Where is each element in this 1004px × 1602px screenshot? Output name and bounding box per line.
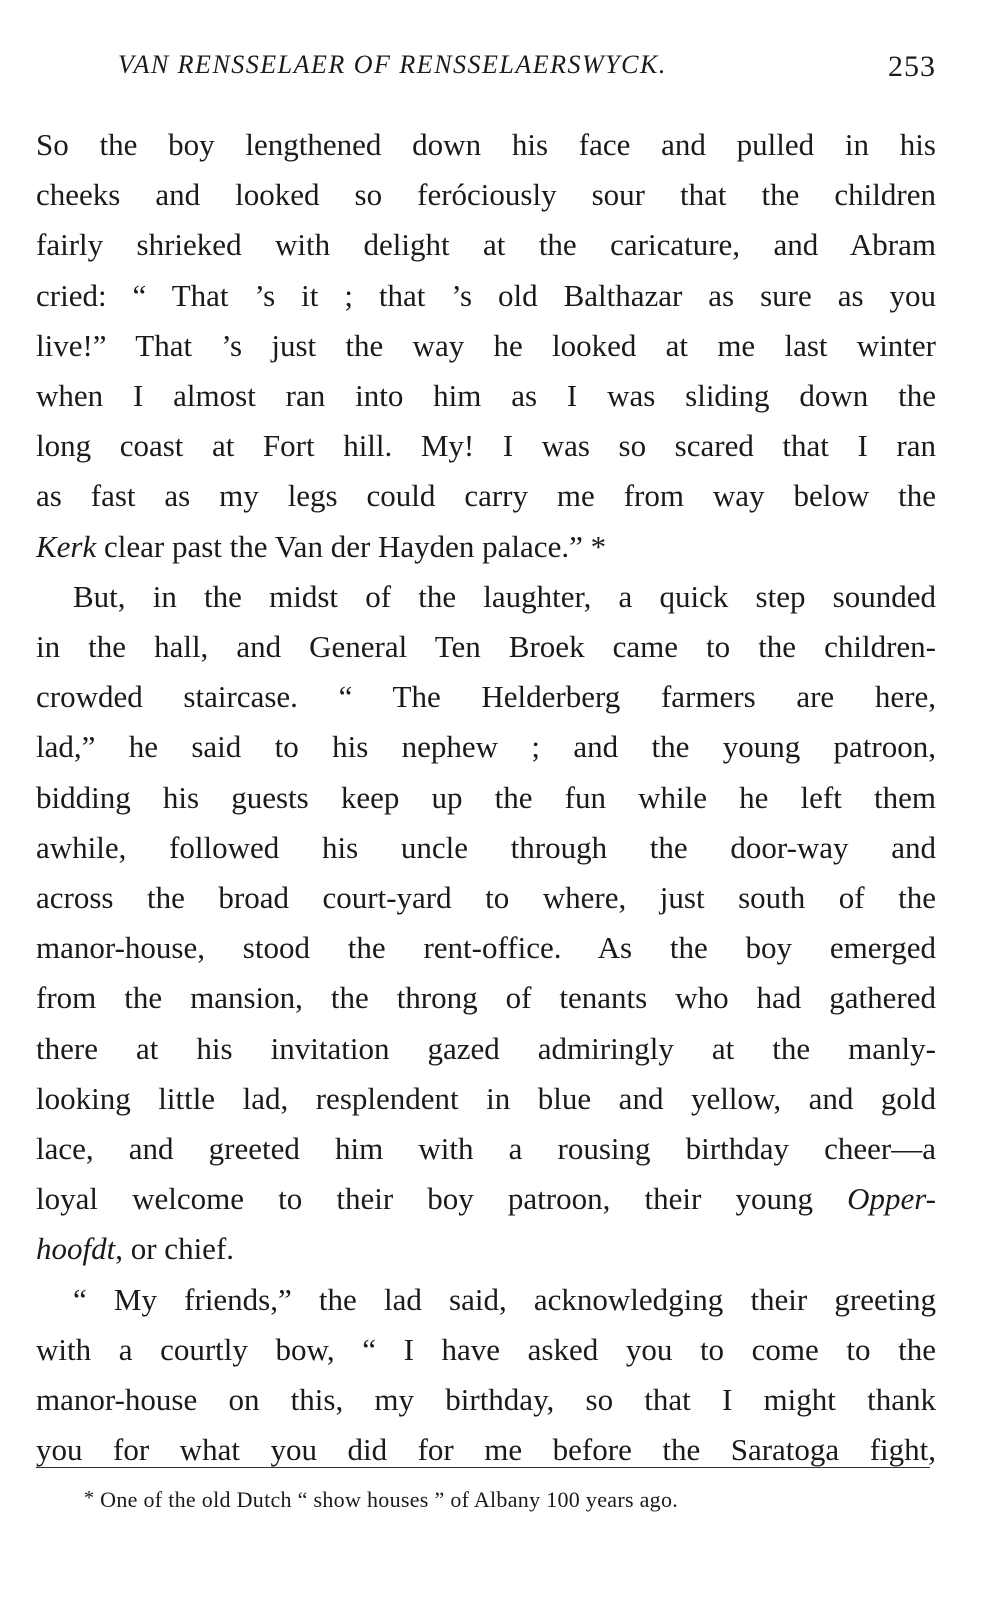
text-line: But, in the midst of the laughter, a quick step sounded <box>73 578 936 614</box>
text-line: across the broad court-yard to where, just south of the <box>36 880 936 916</box>
text-line: cheeks and looked so feróciously sour that the children <box>36 177 936 213</box>
text-line: lace, and greeted him with a rousing birthday cheer—a <box>36 1131 936 1167</box>
footnote-rule <box>36 1467 930 1468</box>
text-line: fairly shrieked with delight at the caricature, and Abram <box>36 227 936 263</box>
text-line: manor-house on this, my birthday, so that I might thank <box>36 1382 936 1418</box>
text-line: when I almost ran into him as I was sliding down the <box>36 378 936 414</box>
text-line: crowded staircase. “ The Helderberg farmers are here, <box>36 679 936 715</box>
italic-word: hoofdt <box>36 1231 116 1267</box>
paragraph-1 <box>36 120 936 572</box>
text-line: bidding his guests keep up the fun while he left them <box>36 779 936 815</box>
footnote-marker: * <box>84 1487 95 1509</box>
body-text <box>36 120 936 1475</box>
text-line: looking little lad, resplendent in blue and yellow, and gold <box>36 1080 936 1116</box>
text-line: awhile, followed his uncle through the door-way and <box>36 829 936 865</box>
italic-word: Kerk <box>36 528 97 564</box>
footnote <box>84 1487 678 1513</box>
text-line: “ My friends,” the lad said, acknowledging their greeting <box>73 1281 936 1317</box>
text-line: you for what you did for me before the Saratoga fight, <box>36 1432 936 1468</box>
footnote-text: One of the old Dutch “ show houses ” of Albany 100 years ago. <box>100 1487 679 1512</box>
page-number: 253 <box>888 50 936 83</box>
line-text: , or chief. <box>115 1231 235 1267</box>
running-title: VAN RENSSELAER OF RENSSELAERSWYCK. <box>118 50 667 79</box>
text-line <box>36 522 936 572</box>
book-page <box>36 44 936 1475</box>
italic-word: Opper- <box>847 1181 936 1217</box>
text-line: So the boy lengthened down his face and pulled in his <box>36 127 936 162</box>
running-head <box>36 44 936 90</box>
text-line: cried: “ That ’s it ; that ’s old Balthazar as sure as you <box>36 277 936 313</box>
text-line: there at his invitation gazed admiringly at the manly- <box>36 1030 936 1066</box>
line-text: clear past the Van der Hayden palace.” * <box>96 528 607 564</box>
paragraph-2 <box>36 572 936 1275</box>
text-line <box>36 1174 936 1224</box>
text-line: long coast at Fort hill. My! I was so scared that I ran <box>36 428 936 464</box>
text-line: lad,” he said to his nephew ; and the young patroon, <box>36 729 936 765</box>
text-line: as fast as my legs could carry me from way below the <box>36 478 936 514</box>
text-line: manor-house, stood the rent-office. As the boy emerged <box>36 930 936 966</box>
text-line <box>36 1224 936 1274</box>
line-text: loyal welcome to their boy patroon, their young <box>36 1181 848 1217</box>
text-line: from the mansion, the throng of tenants who had gathered <box>36 980 936 1016</box>
text-line: in the hall, and General Ten Broek came to the children- <box>36 629 936 665</box>
text-line: with a courtly bow, “ I have asked you to come to the <box>36 1331 936 1367</box>
paragraph-3 <box>36 1275 936 1476</box>
text-line: live!” That ’s just the way he looked at me last winter <box>36 327 936 363</box>
